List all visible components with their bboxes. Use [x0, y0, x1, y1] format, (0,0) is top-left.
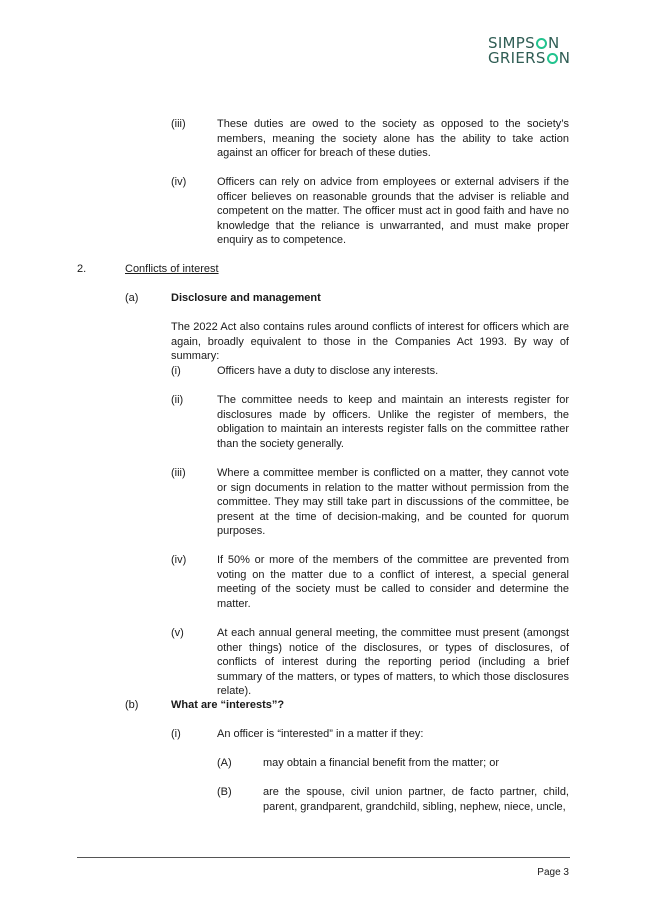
section-number: 2. — [77, 263, 87, 275]
item-text: At each annual general meeting, the committee must present (amongst other things) notice of the disclosures, or types of disclosures, of conflicts of interest during the reporting period (including a brief summary of the matters, or types of matters, to which those disclosures relate). — [217, 627, 569, 698]
item-label: (v) — [171, 627, 184, 639]
intro-paragraph: The 2022 Act also contains rules around conflicts of interest for officers which are again, broadly equivalent to those in the Companies Act 1993. By way of summary: — [171, 321, 569, 363]
item-text: These duties are owed to the society as opposed to the society’s members, meaning the society alone has the ability to take action against an officer for breach of these duties. — [217, 118, 569, 160]
item-label: (i) — [171, 365, 181, 377]
subsection-label: (a) — [125, 292, 139, 304]
footer-divider — [77, 857, 570, 858]
item-label: (ii) — [171, 394, 184, 406]
subsection-heading: Disclosure and management — [171, 292, 321, 304]
subsection-label: (b) — [125, 699, 139, 711]
item-text: Officers have a duty to disclose any interests. — [217, 365, 439, 377]
sub-item-text: are the spouse, civil union partner, de facto partner, child, parent, grandparent, grandchild, sibling, nephew, niece, uncle, — [263, 786, 569, 813]
item-text: If 50% or more of the members of the committee are prevented from voting on the matter due to a conflict of interest, a special general meeting of the society must be called to consider and determine the matter. — [217, 554, 569, 610]
item-label: (iv) — [171, 554, 187, 566]
sub-item-label: (A) — [217, 757, 232, 769]
item-text: The committee needs to keep and maintain an interests register for disclosures made by officers. Unlike the register of members, the obligation to maintain an interests register falls on the committee rather than the society generally. — [217, 394, 569, 450]
item-label: (iii) — [171, 118, 186, 130]
logo-ring-icon — [547, 53, 558, 64]
item-label: (iii) — [171, 467, 186, 479]
item-text: Officers can rely on advice from employees or external advisers if the officer believes on reasonable grounds that the adviser is reliable and competent on the matter. The officer must act in good faith and have no knowledge that the reliance is unwarranted, and must make proper enquiry as to competence. — [217, 176, 569, 247]
sub-item-label: (B) — [217, 786, 232, 798]
simpson-grierson-logo: SIMPS N GRIERS N — [488, 34, 571, 67]
logo-ring-icon — [536, 38, 547, 49]
item-text: An officer is “interested” in a matter if they: — [217, 728, 424, 740]
item-label: (iv) — [171, 176, 187, 188]
subsection-heading: What are “interests”? — [171, 699, 285, 711]
item-text: Where a committee member is conflicted on a matter, they cannot vote or sign documents in relation to the matter without permission from the committee. They may still take part in discussions of the committee, be present at the time of decision-making, and be counted for quorum purposes. — [217, 467, 569, 538]
section-title: Conflicts of interest — [125, 263, 219, 275]
item-label: (i) — [171, 728, 181, 740]
sub-item-text: may obtain a financial benefit from the matter; or — [263, 757, 500, 769]
page-number: Page 3 — [537, 867, 569, 878]
